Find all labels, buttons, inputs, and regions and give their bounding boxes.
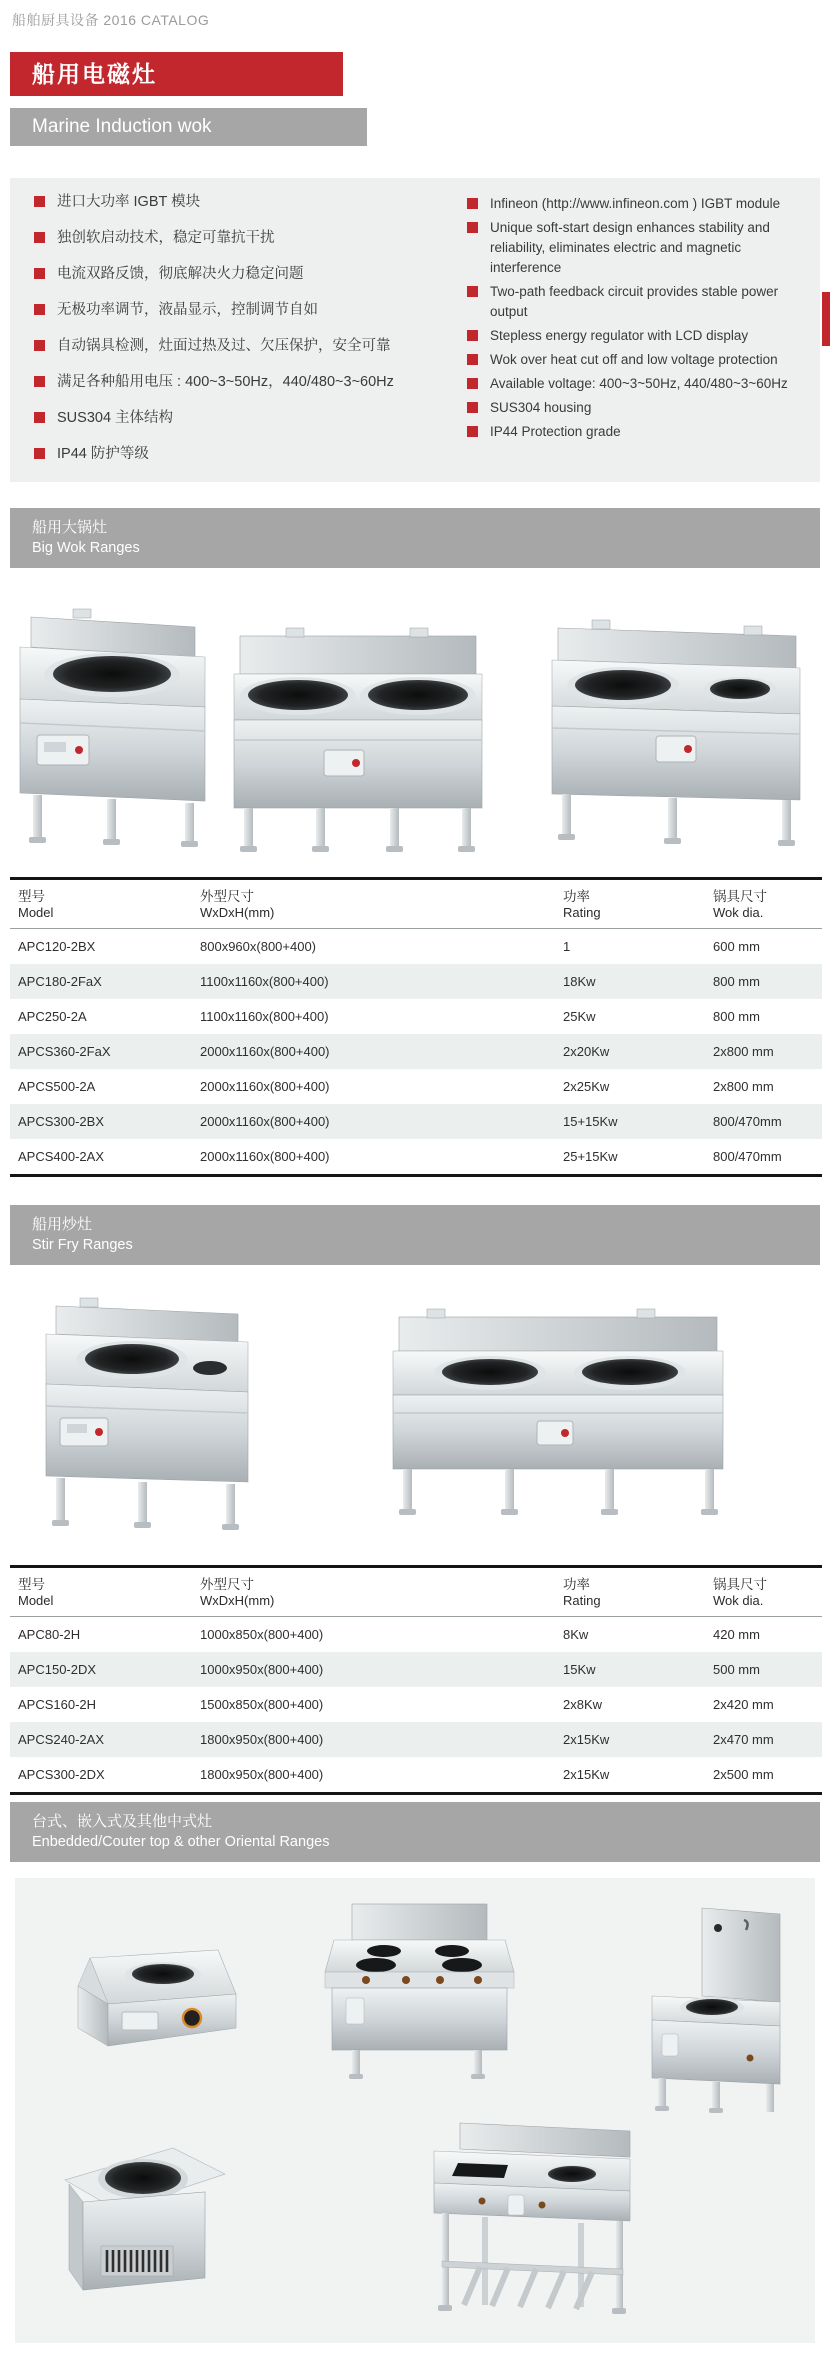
section-bar-oriental: [10, 1802, 820, 1862]
cell-wok-dia: 800 mm: [713, 974, 760, 989]
header-cn: 外型尺寸: [200, 889, 254, 904]
photo-big-wok-double: [228, 608, 488, 858]
cell-model: APC80-2H: [18, 1627, 81, 1642]
feature-text: Unique soft-start design enhances stability and reliability, eliminates electric and magnetic interference: [490, 220, 770, 275]
cell-model: APC150-2DX: [18, 1662, 97, 1677]
feature-item: [34, 336, 454, 357]
feature-item: [467, 282, 793, 322]
cell-wok-dia: 800/470mm: [713, 1149, 782, 1164]
cell-wok-dia: 420 mm: [713, 1627, 760, 1642]
table-row: [10, 1069, 822, 1104]
feature-item: [34, 408, 454, 429]
cell-wok-dia: 500 mm: [713, 1662, 760, 1677]
cell-dimensions: 2000x1160x(800+400): [200, 1079, 330, 1094]
feature-item: [34, 192, 454, 213]
header-en: Rating: [563, 1593, 601, 1608]
feature-text: 电流双路反馈，彻底解决火力稳定问题: [57, 266, 304, 282]
cell-rating: 15+15Kw: [563, 1114, 618, 1129]
cell-model: APCS160-2H: [18, 1697, 97, 1712]
photo-stockpot-stove: [640, 1902, 790, 2114]
table-header-row: [10, 1568, 822, 1617]
cell-rating: 2x15Kw: [563, 1767, 610, 1782]
feature-text: Two-path feedback circuit provides stable power output: [490, 284, 779, 319]
bullet-square-icon: [34, 232, 45, 243]
feature-text: 进口大功率 IGBT 模块: [57, 194, 201, 210]
photo-stirfry-single: [40, 1282, 255, 1537]
cell-rating: 25Kw: [563, 1009, 596, 1024]
cell-wok-dia: 2x500 mm: [713, 1767, 774, 1782]
feature-text: Stepless energy regulator with LCD display: [490, 328, 749, 343]
section-bar-big-wok: [10, 508, 820, 568]
cell-model: APC250-2A: [18, 1009, 87, 1024]
cell-rating: 8Kw: [563, 1627, 589, 1642]
bullet-square-icon: [467, 222, 478, 233]
cell-dimensions: 1000x950x(800+400): [200, 1662, 324, 1677]
cell-dimensions: 1000x850x(800+400): [200, 1627, 324, 1642]
photo-big-wok-duo: [548, 602, 806, 850]
header-en: WxDxH(mm): [200, 1593, 275, 1608]
feature-text: SUS304 主体结构: [57, 410, 174, 426]
cell-wok-dia: 2x420 mm: [713, 1697, 774, 1712]
cell-model: APC120-2BX: [18, 939, 96, 954]
feature-text: 无极功率调节，液晶显示，控制调节自如: [57, 302, 318, 318]
table-header-cell: [18, 1576, 200, 1609]
bullet-square-icon: [467, 426, 478, 437]
table-header-cell: [200, 1576, 563, 1609]
feature-item: [467, 218, 793, 278]
cell-rating: 2x15Kw: [563, 1732, 610, 1747]
feature-item: [467, 374, 793, 394]
cell-dimensions: 1800x950x(800+400): [200, 1732, 324, 1747]
cell-rating: 2x25Kw: [563, 1079, 610, 1094]
feature-text: IP44 Protection grade: [490, 424, 621, 439]
bullet-square-icon: [34, 304, 45, 315]
cell-dimensions: 2000x1160x(800+400): [200, 1044, 330, 1059]
cell-dimensions: 1100x1160x(800+400): [200, 1009, 329, 1024]
catalog-header: 船舶厨具设备 2016 CATALOG: [12, 12, 210, 28]
section-title-en: Stir Fry Ranges: [32, 1236, 133, 1253]
table-row: [10, 1722, 822, 1757]
photo-stirfry-double: [385, 1295, 730, 1525]
stir-fry-table: [10, 1565, 822, 1795]
feature-text: 满足各种船用电压 : 400~3~50Hz，440/480~3~60Hz: [57, 374, 394, 390]
feature-text: Available voltage: 400~3~50Hz, 440/480~3~60Hz: [490, 376, 788, 391]
table-row: [10, 999, 822, 1034]
table-header-cell: [563, 888, 713, 921]
cell-model: APCS500-2A: [18, 1079, 96, 1094]
header-cn: 型号: [18, 889, 45, 904]
bullet-square-icon: [34, 196, 45, 207]
cell-rating: 1: [563, 939, 571, 954]
cell-rating: 2x8Kw: [563, 1697, 603, 1712]
header-en: Wok dia.: [713, 905, 764, 920]
bullet-square-icon: [34, 340, 45, 351]
feature-item: [467, 194, 793, 214]
feature-item: [467, 422, 793, 442]
section-title-cn: 船用大锅灶: [32, 519, 108, 536]
bullet-square-icon: [467, 330, 478, 341]
page-title-block: [10, 52, 343, 96]
cell-model: APCS240-2AX: [18, 1732, 104, 1747]
feature-text: SUS304 housing: [490, 400, 592, 415]
bullet-square-icon: [467, 286, 478, 297]
features-box: [10, 178, 820, 482]
table-row: [10, 1034, 822, 1069]
big-wok-table: [10, 877, 822, 1177]
table-body: [10, 929, 822, 1174]
feature-item: [467, 326, 793, 346]
cell-dimensions: 1500x850x(800+400): [200, 1697, 324, 1712]
cell-model: APCS360-2FaX: [18, 1044, 111, 1059]
cell-dimensions: 2000x1160x(800+400): [200, 1149, 330, 1164]
table-header-cell: [18, 888, 200, 921]
header-cn: 型号: [18, 1577, 45, 1592]
feature-item: [34, 228, 454, 249]
cell-model: APCS300-2DX: [18, 1767, 105, 1782]
cell-rating: 15Kw: [563, 1662, 596, 1677]
table-body: [10, 1617, 822, 1792]
feature-item: [34, 264, 454, 285]
table-row: [10, 1139, 822, 1174]
page-subtitle: Marine Induction wok: [32, 116, 212, 137]
table-header-cell: [200, 888, 563, 921]
section-title-cn: 台式、嵌入式及其他中式灶: [32, 1813, 213, 1830]
header-en: Wok dia.: [713, 1593, 764, 1608]
cell-dimensions: 800x960x(800+400): [200, 939, 317, 954]
section-title-cn: 船用炒灶: [32, 1216, 93, 1233]
page-title: 船用电磁灶: [32, 61, 157, 87]
cell-model: APCS400-2AX: [18, 1149, 104, 1164]
feature-text: IP44 防护等级: [57, 446, 149, 462]
header-en: Model: [18, 905, 54, 920]
features-list-cn: [34, 192, 454, 480]
feature-text: Infineon (http://www.infineon.com ) IGBT module: [490, 196, 781, 211]
table-row: [10, 1652, 822, 1687]
feature-item: [467, 398, 793, 418]
bullet-square-icon: [467, 354, 478, 365]
cell-wok-dia: 2x800 mm: [713, 1079, 774, 1094]
header-cn: 锅具尺寸: [713, 1577, 767, 1592]
bullet-square-icon: [34, 412, 45, 423]
cell-rating: 2x20Kw: [563, 1044, 610, 1059]
photo-two-burner-stand: [420, 2115, 655, 2320]
cell-wok-dia: 800 mm: [713, 1009, 760, 1024]
table-row: [10, 929, 822, 964]
bullet-square-icon: [467, 198, 478, 209]
feature-text: Wok over heat cut off and low voltage protection: [490, 352, 778, 367]
table-header-cell: [713, 888, 822, 921]
photo-dropin-wok: [55, 2140, 230, 2300]
photo-countertop-wok: [70, 1944, 242, 2054]
table-row: [10, 1617, 822, 1652]
feature-item: [467, 350, 793, 370]
photo-big-wok-single: [15, 595, 210, 860]
cell-wok-dia: 2x800 mm: [713, 1044, 774, 1059]
cell-wok-dia: 800/470mm: [713, 1114, 782, 1129]
page-edge-tab: [822, 292, 830, 346]
page-subtitle-block: [10, 108, 367, 146]
section-title-en: Enbedded/Couter top & other Oriental Ranges: [32, 1833, 330, 1850]
table-row: [10, 1104, 822, 1139]
section-title-en: Big Wok Ranges: [32, 539, 140, 556]
cell-model: APCS300-2BX: [18, 1114, 104, 1129]
feature-item: [34, 372, 454, 393]
bullet-square-icon: [467, 378, 478, 389]
bullet-square-icon: [34, 376, 45, 387]
header-cn: 功率: [563, 889, 590, 904]
header-cn: 功率: [563, 1577, 590, 1592]
feature-text: 独创软启动技术，稳定可靠抗干扰: [57, 230, 275, 246]
bullet-square-icon: [34, 448, 45, 459]
header-en: Model: [18, 1593, 54, 1608]
section-bar-stir-fry: [10, 1205, 820, 1265]
table-row: [10, 1757, 822, 1792]
table-row: [10, 1687, 822, 1722]
cell-rating: 25+15Kw: [563, 1149, 618, 1164]
table-header-cell: [713, 1576, 822, 1609]
features-list-en: [467, 194, 793, 446]
header-cn: 锅具尺寸: [713, 889, 767, 904]
photo-four-burner-range: [322, 1898, 517, 2083]
cell-model: APC180-2FaX: [18, 974, 102, 989]
feature-item: [34, 444, 454, 465]
feature-item: [34, 300, 454, 321]
header-en: WxDxH(mm): [200, 905, 275, 920]
feature-text: 自动锅具检测，灶面过热及过、欠压保护，安全可靠: [57, 338, 391, 354]
table-row: [10, 964, 822, 999]
cell-rating: 18Kw: [563, 974, 596, 989]
cell-dimensions: 1100x1160x(800+400): [200, 974, 329, 989]
bullet-square-icon: [467, 402, 478, 413]
table-header-cell: [563, 1576, 713, 1609]
header-cn: 外型尺寸: [200, 1577, 254, 1592]
header-en: Rating: [563, 905, 601, 920]
cell-wok-dia: 2x470 mm: [713, 1732, 774, 1747]
bullet-square-icon: [34, 268, 45, 279]
table-header-row: [10, 880, 822, 929]
cell-dimensions: 1800x950x(800+400): [200, 1767, 324, 1782]
cell-wok-dia: 600 mm: [713, 939, 760, 954]
cell-dimensions: 2000x1160x(800+400): [200, 1114, 330, 1129]
